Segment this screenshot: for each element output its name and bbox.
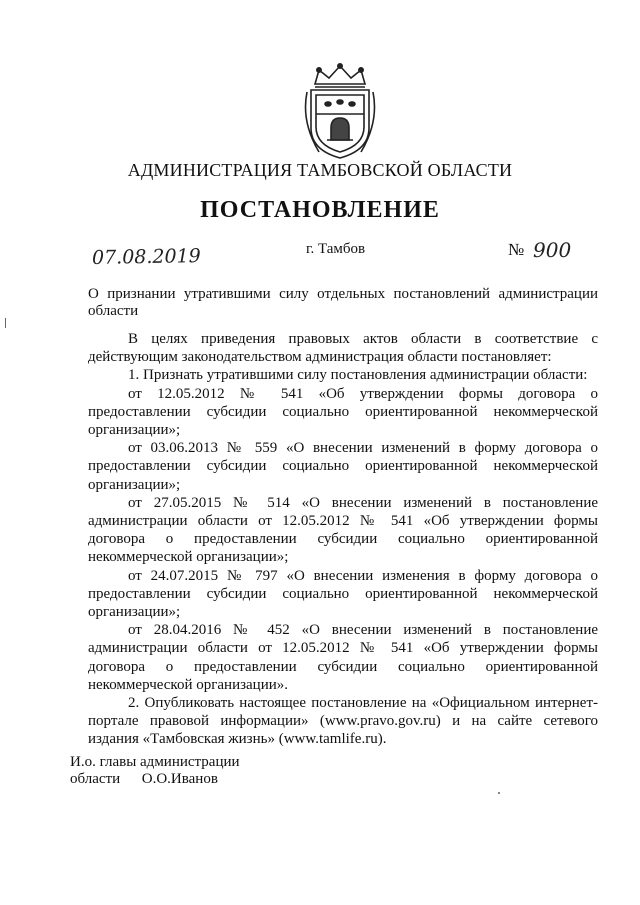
document-subject: О признании утратившими силу отдельных постановлений администрации области [88,286,598,319]
coat-of-arms-icon [297,62,383,160]
margin-mark [5,318,6,328]
paragraph-item-2: 2. Опубликовать настоящее постановление на «Официальном интернет-портале правовой информации» (www.pravo.gov.ru) и на сайте сетевого издания «Тамбовская жизнь» (www.tamlife.ru). [88,695,598,748]
document-type-title: ПОСТАНОВЛЕНИЕ [200,197,440,223]
document-number-label: № [508,240,525,259]
document-date: 07.08.2019 [91,245,201,269]
document-body [88,330,598,749]
signature-block [70,754,240,788]
paragraph-repeal-541: от 12.05.2012 № 541 «Об утверждении формы договора о предоставлении субсидии социально ориентированной некоммерческой организации»; [88,385,598,439]
paragraph-repeal-514: от 27.05.2015 № 514 «О внесении изменений в постановление администрации области от 12.05.2012 № 541 «Об утверждении формы договора о предоставлении субсидии социально ориентированной некоммерческой организации»; [88,494,598,566]
document-number: 900 [533,238,572,262]
paragraph-preamble: В целях приведения правовых актов области в соответствие с действующим законодательством администрация области постановляет: [88,331,598,366]
document-city: г. Тамбов [306,241,366,257]
paragraph-repeal-452: от 28.04.2016 № 452 «О внесении изменений в постановление администрации области от 12.05.2012 № 541 «Об утверждении формы договора о предоставлении субсидии социально ориентированной некоммерческой организации». [88,622,598,693]
paragraph-item-1: 1. Признать утратившими силу постановления администрации области: [128,367,588,384]
signature-name: О.О.Иванов [141,771,218,787]
signature-title-line2: области [70,771,121,787]
paragraph-repeal-797: от 24.07.2015 № 797 «О внесении изменения в форму договора о предоставлении субсидии социально ориентированной некоммерческой организации»; [88,567,598,621]
organization-title: АДМИНИСТРАЦИЯ ТАМБОВСКОЙ ОБЛАСТИ [127,160,513,180]
signature-title-line1: И.о. главы администрации [70,754,240,770]
paragraph-repeal-559: от 03.06.2013 № 559 «О внесении изменений в форму договора о предоставлении субсидии социально ориентированной некоммерческой организации»; [88,440,598,493]
scan-speck [498,792,500,794]
